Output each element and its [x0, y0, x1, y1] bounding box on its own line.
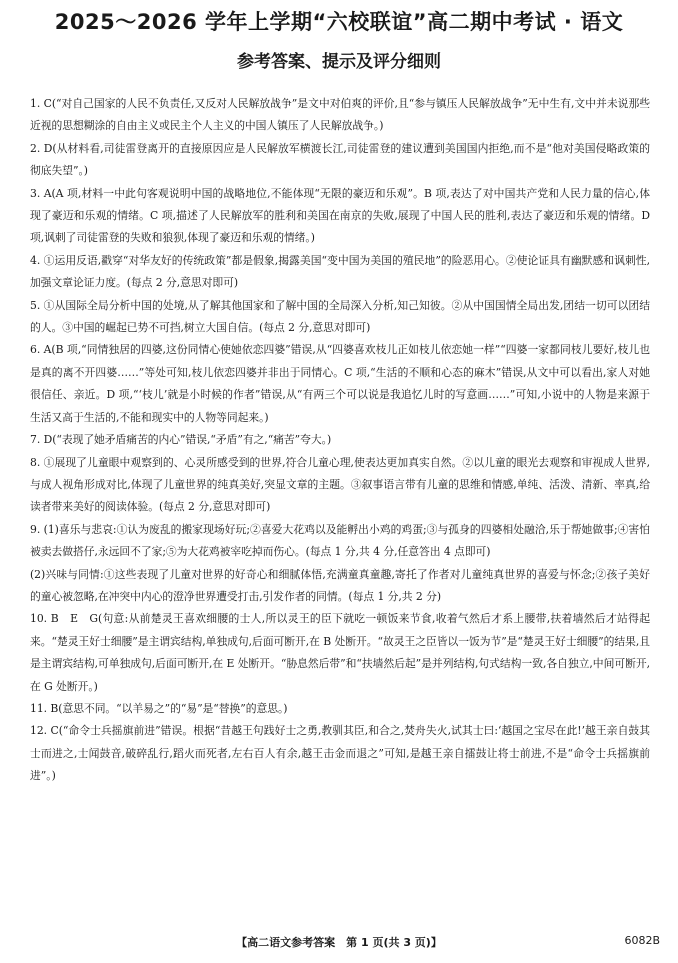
answer-item-2: 2. D(从材料看,司徒雷登离开的直接原因应是人民解放军横渡长江,司徒雷登的建议遭到美国国内拒绝,而不是“他对美国侵略政策的彻底失望”。) — [30, 141, 650, 178]
answer-item-12: 12. C(“命令士兵摇旗前进”错误。根据“昔越王句践好士之勇,教驯其臣,和合之,焚舟失火,试其士曰:‘越国之宝尽在此!’越王亲自鼓其士而进之,士闻鼓音,破碎乱行,蹈火而死者,左右百人有余,越王击金而退之”可知,是越王亲自擂鼓让将士前进,不是“命令士兵摇旗前进”。) — [30, 724, 650, 783]
answer-item-1: 1. C(“对自己国家的人民不负责任,又反对人民解放战争”是文中对伯爽的评价,且“参与镇压人民解放战争”无中生有,文中并未说那些近视的思想糊涂的自由主义或民主个人主义的中国人镇压了人民解放战争。) — [30, 97, 650, 133]
answer-item-9-part-1: 9. (1)喜乐与悲哀:①认为废乱的搬家现场好玩;②喜爱大花鸡以及能孵出小鸡的鸡蛋;③与孤身的四婆相处融洽,乐于帮她做事;④害怕被卖去做搭仔,永远回不了家;⑤为大花鸡被宰吃掉而伤心。(每点 1 分,共 4 分,任意答出 4 点即可) — [30, 522, 650, 559]
answer-item-5: 5. ①从国际全局分析中国的处境,从了解其他国家和了解中国的全局深入分析,知己知彼。②从中国国情全局出发,团结一切可以团结的人。③中国的崛起已势不可挡,树立大国自信。(每点 2 分,意思对即可) — [30, 298, 650, 335]
document-code: 6082B — [624, 934, 660, 947]
answer-item-3: 3. A(A 项,材料一中此句客观说明中国的战略地位,不能体现“无限的豪迈和乐观”。B 项,表达了对中国共产党和人民力量的信心,体现了豪迈和乐观的情绪。C 项,描述了人民解放军的胜利和美国在南京的失败,展现了中国人民的胜利,表达了豪迈和乐观的情绪。D 项,讽刺了司徒雷登的失败和狼狈,体现了豪迈和乐观的情绪。) — [30, 186, 650, 245]
answer-item-10: 10. B E G(句意:从前楚灵王喜欢细腰的士人,所以灵王的臣下就吃一顿饭来节食,收着气然后才系上腰带,扶着墙然后才站得起来。“楚灵王好士细腰”是主谓宾结构,单独成句,后面可断开,在 B 处断开。“故灵王之臣皆以一饭为节”是“楚灵王好士细腰”的结果,且是主谓宾结构,可单独成句,后面可断开,在 E 处断开。“胁息然后带”和“扶墙然后起”是并列结构,句式结构一致,各自独立,中间可断开,在 G 处断开。) — [30, 612, 650, 693]
page-subtitle: 参考答案、提示及评分细则 — [237, 52, 441, 72]
answer-item-6: 6. A(B 项,“同情独居的四婆,这份同情心使她依恋四婆”错误,从“四婆喜欢枝儿正如枝儿依恋她一样”“四婆一家都同枝儿要好,枝儿也是真的离不开四婆……”等处可知,枝儿依恋四婆并非出于同情心。C 项,“生活的不顺和心态的麻木”错误,从文中可以看出,家人对她很信任、亲近。D 项,“‘枝儿’就是小时候的作者”错误,从“有两三个可以说是我追忆儿时的写意画……”可知,小说中的人物是来源于生活又高于生活的,不能和现实中的人物等同起来。) — [30, 343, 650, 424]
answer-item-9-part-2: (2)兴味与同情:①这些表现了儿童对世界的好奇心和细腻体悟,充满童真童趣,寄托了作者对儿童纯真世界的喜爱与怀念;②孩子美好的童心被忽略,在冲突中内心的澄净世界遭受打击,引发作者的同情。(每点 1 分,共 2 分) — [30, 567, 650, 603]
answer-item-11: 11. B(意思不同。“以羊易之”的“易”是“替换”的意思。) — [30, 701, 288, 715]
page-footer: 【高二语文参考答案 第 1 页(共 3 页)】 — [236, 936, 442, 949]
answer-item-7: 7. D(“表现了她矛盾痛苦的内心”错误,“矛盾”有之,“痛苦”夸大。) — [30, 433, 332, 447]
answer-item-4: 4. ①运用反语,戳穿“对华友好的传统政策”都是假象,揭露美国“变中国为美国的殖民地”的险恶用心。②使论证具有幽默感和讽刺性,加强文章论证力度。(每点 2 分,意思对即可) — [30, 253, 650, 290]
page-title: 2025～2026 学年上学期“六校联谊”高二期中考试 · 语文 — [54, 10, 624, 34]
answer-list — [30, 93, 650, 788]
answer-item-8: 8. ①展现了儿童眼中观察到的、心灵所感受到的世界,符合儿童心理,使表达更加真实自然。②以儿童的眼光去观察和审视成人世界,与成人视角形成对比,体现了儿童世界的纯真美好,突显文章的主题。③叙事语言带有儿童的思维和情感,单纯、活泼、清新、率真,给读者带来美好的阅读体验。(每点 2 分,意思对即可) — [30, 455, 650, 514]
